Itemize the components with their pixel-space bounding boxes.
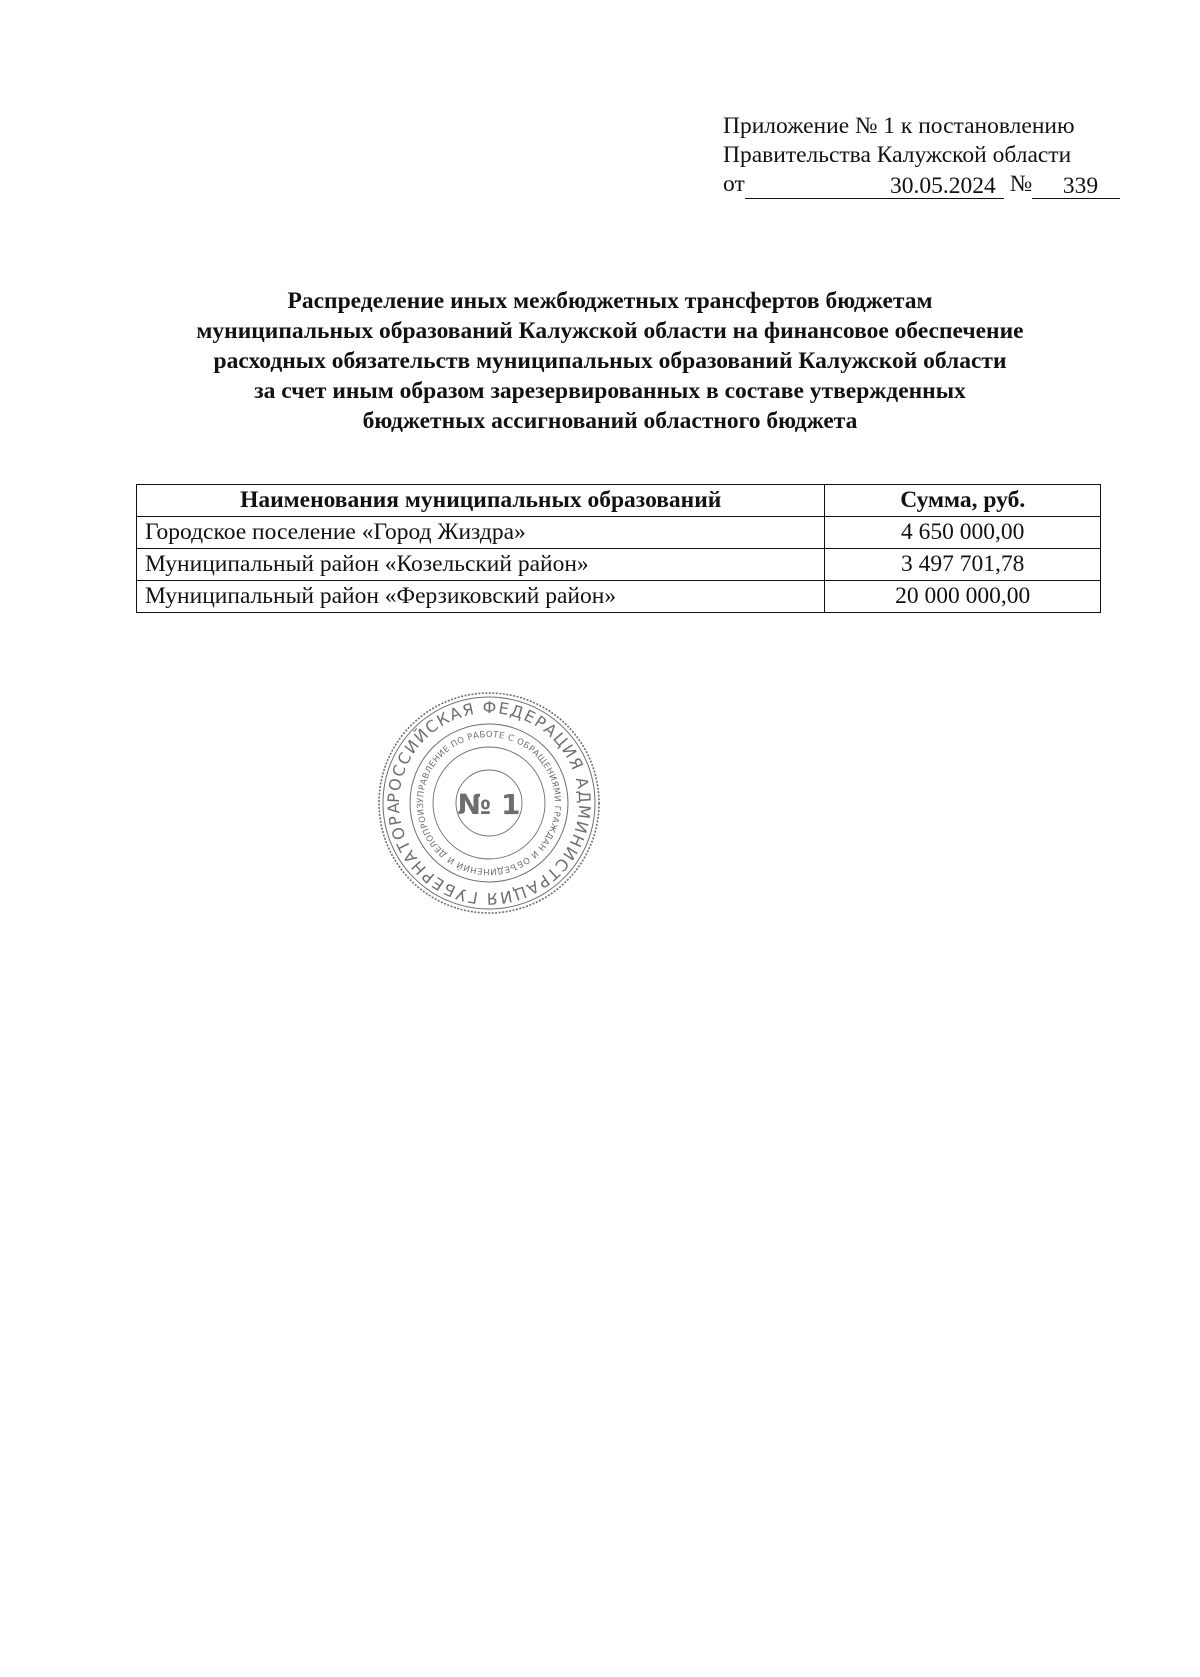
table-row [137, 581, 1101, 613]
title-line: Распределение иных межбюджетных трансфертов бюджетам [287, 288, 933, 314]
table-header-row [137, 485, 1101, 517]
decree-number: 339 [1032, 174, 1120, 199]
number-sign: № [1009, 171, 1033, 197]
official-seal [376, 690, 602, 916]
appendix-line-1: Приложение № 1 к постановлению [723, 113, 1075, 139]
decree-date: 30.05.2024 [745, 174, 1004, 199]
seal-outer-text: РОССИЙСКАЯ ФЕДЕРАЦИЯ АДМИНИСТРАЦИЯ ГУБЕРНАТОРА [383, 697, 595, 909]
table-row [137, 549, 1101, 581]
seal-center-text: № 1 [457, 788, 521, 821]
municipality-name: Муниципальный район «Ферзиковский район» [137, 581, 825, 613]
title-line: муниципальных образований Калужской области на финансовое обеспечение [196, 318, 1024, 344]
title-line: расходных обязательств муниципальных образований Калужской области [213, 348, 1007, 374]
appendix-header [723, 112, 1123, 199]
seal-inner-text: УПРАВЛЕНИЕ ПО РАБОТЕ С ОБРАЩЕНИЯМИ ГРАЖДАН И ОБЪЕДИНЕНИЙ И ДЕЛОПРОИЗ [415, 729, 563, 877]
transfer-sum: 20 000 000,00 [825, 581, 1101, 613]
document-title [120, 286, 1100, 436]
appendix-line-3 [723, 170, 1123, 199]
header-municipality: Наименования муниципальных образований [137, 485, 825, 517]
table-row [137, 517, 1101, 549]
transfer-sum: 3 497 701,78 [825, 549, 1101, 581]
from-label: от [723, 171, 745, 197]
title-line: за счет иным образом зарезервированных в составе утвержденных [254, 378, 966, 404]
municipality-name: Муниципальный район «Козельский район» [137, 549, 825, 581]
transfer-sum: 4 650 000,00 [825, 517, 1101, 549]
seal-stamp-icon [376, 690, 602, 916]
distribution-table [136, 484, 1101, 613]
municipality-name: Городское поселение «Город Жиздра» [137, 517, 825, 549]
appendix-line-2: Правительства Калужской области [723, 142, 1072, 168]
header-sum: Сумма, руб. [825, 485, 1101, 517]
title-line: бюджетных ассигнований областного бюджета [362, 408, 858, 434]
